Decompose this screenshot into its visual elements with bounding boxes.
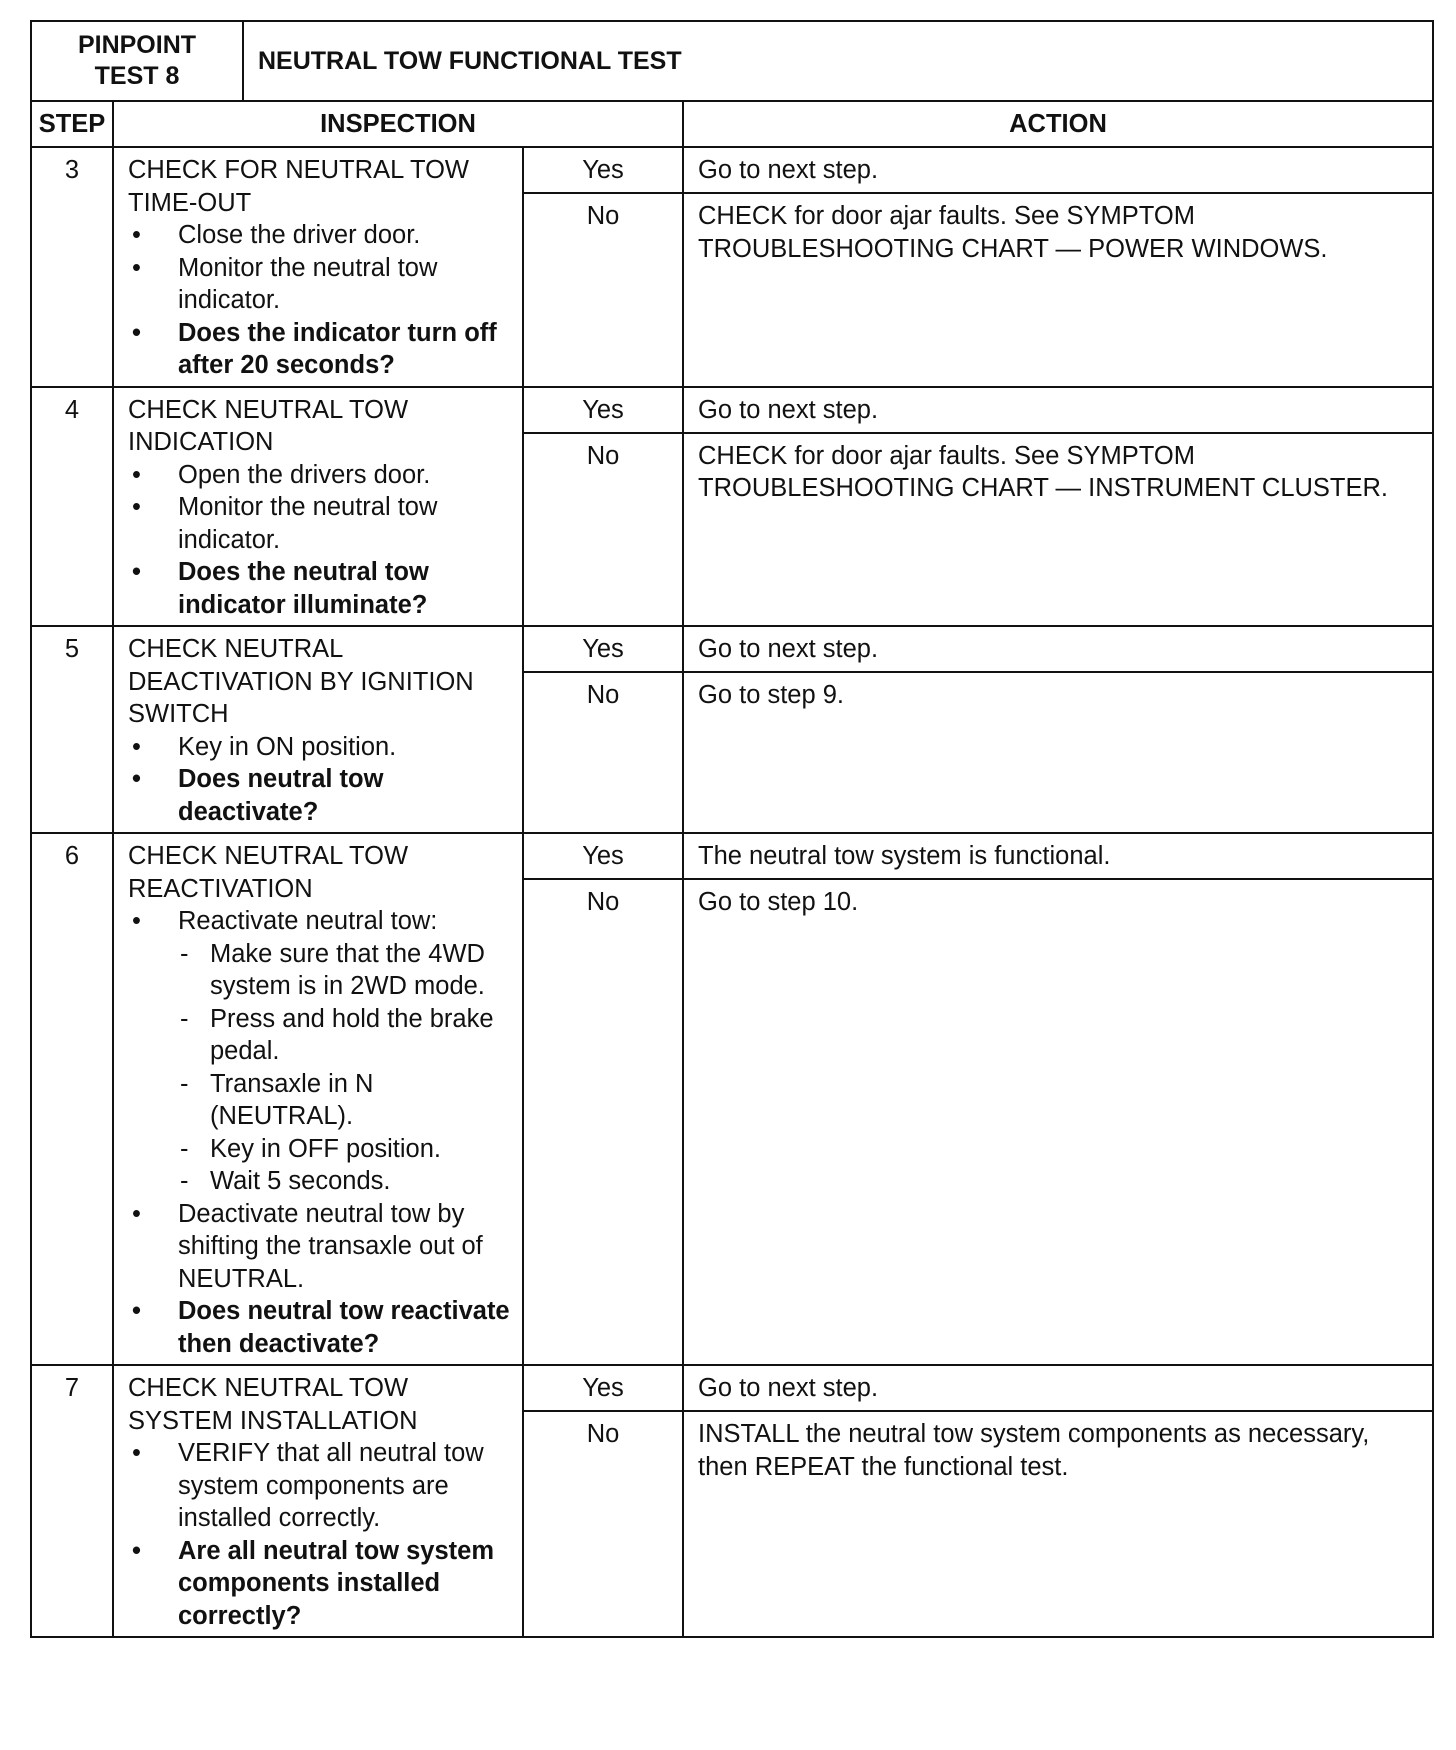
yes-action: Go to next step. (683, 1365, 1433, 1411)
sub-step: - Press and hold the brake pedal. (178, 1003, 512, 1068)
test-number: TEST 8 (94, 62, 180, 90)
yes-label: Yes (523, 1365, 683, 1411)
pinpoint-label: PINPOINT (77, 31, 197, 59)
pinpoint-test-document (30, 20, 1434, 1638)
no-action: Go to step 10. (683, 879, 1433, 1365)
inspection-cell (113, 147, 523, 387)
yes-action: Go to next step. (683, 626, 1433, 672)
inspection-question: • Are all neutral tow system components installed correctly? (128, 1535, 512, 1633)
inspection-item: • VERIFY that all neutral tow system components are installed correctly. (128, 1437, 512, 1535)
column-header-action: ACTION (683, 101, 1433, 147)
inspection-item: • Open the drivers door. (128, 459, 512, 492)
inspection-list (128, 1437, 512, 1632)
sub-step: - Transaxle in N (NEUTRAL). (178, 1068, 512, 1133)
inspection-item: • Monitor the neutral tow indicator. (128, 491, 512, 556)
step-number: 4 (31, 387, 113, 627)
no-label: No (523, 433, 683, 627)
column-header-step: STEP (31, 101, 113, 147)
no-action: CHECK for door ajar faults. See SYMPTOM TROUBLESHOOTING CHART — INSTRUMENT CLUSTER. (683, 433, 1433, 627)
table-header-row (31, 101, 1433, 147)
no-label: No (523, 672, 683, 833)
inspection-cell (113, 1365, 523, 1637)
no-action: INSTALL the neutral tow system components as necessary, then REPEAT the functional test. (683, 1411, 1433, 1637)
yes-action: Go to next step. (683, 387, 1433, 433)
yes-label: Yes (523, 147, 683, 193)
sub-step: - Make sure that the 4WD system is in 2WD mode. (178, 938, 512, 1003)
inspection-cell (113, 387, 523, 627)
column-header-inspection: INSPECTION (113, 101, 683, 147)
inspection-heading: CHECK NEUTRAL TOW SYSTEM INSTALLATION (128, 1374, 418, 1435)
pinpoint-test-label (32, 22, 244, 100)
inspection-list (128, 905, 512, 1360)
inspection-question: • Does neutral tow reactivate then deactivate? (128, 1295, 512, 1360)
inspection-item: • Key in ON position. (128, 731, 512, 764)
step-number: 5 (31, 626, 113, 833)
yes-action: Go to next step. (683, 147, 1433, 193)
inspection-question: • Does the indicator turn off after 20 seconds? (128, 317, 512, 382)
table-row (31, 833, 1433, 879)
yes-action: The neutral tow system is functional. (683, 833, 1433, 879)
no-action: Go to step 9. (683, 672, 1433, 833)
inspection-heading: CHECK NEUTRAL DEACTIVATION BY IGNITION SWITCH (128, 635, 474, 728)
yes-label: Yes (523, 387, 683, 433)
inspection-heading: CHECK FOR NEUTRAL TOW TIME-OUT (128, 156, 469, 217)
no-label: No (523, 1411, 683, 1637)
sub-step: - Wait 5 seconds. (178, 1165, 512, 1198)
inspection-heading: CHECK NEUTRAL TOW REACTIVATION (128, 842, 409, 903)
inspection-cell (113, 833, 523, 1365)
yes-label: Yes (523, 833, 683, 879)
inspection-cell (113, 626, 523, 833)
test-title-bar (30, 20, 1434, 100)
no-label: No (523, 879, 683, 1365)
inspection-item-text: Reactivate neutral tow: (178, 907, 438, 935)
test-steps-table (30, 100, 1434, 1638)
table-row (31, 626, 1433, 672)
step-number: 7 (31, 1365, 113, 1637)
inspection-heading: CHECK NEUTRAL TOW INDICATION (128, 395, 409, 456)
step-number: 6 (31, 833, 113, 1365)
no-label: No (523, 193, 683, 387)
inspection-item: • Monitor the neutral tow indicator. (128, 252, 512, 317)
no-action: CHECK for door ajar faults. See SYMPTOM TROUBLESHOOTING CHART — POWER WINDOWS. (683, 193, 1433, 387)
inspection-item: • Deactivate neutral tow by shifting the transaxle out of NEUTRAL. (128, 1198, 512, 1296)
inspection-item (128, 905, 512, 1198)
step-number: 3 (31, 147, 113, 387)
inspection-list (128, 219, 512, 382)
inspection-list (128, 731, 512, 829)
table-row (31, 1365, 1433, 1411)
test-title: NEUTRAL TOW FUNCTIONAL TEST (258, 46, 682, 75)
inspection-question: • Does the neutral tow indicator illuminate? (128, 556, 512, 621)
table-row (31, 387, 1433, 433)
table-row (31, 147, 1433, 193)
sub-step: - Key in OFF position. (178, 1133, 512, 1166)
inspection-question: • Does neutral tow deactivate? (128, 763, 512, 828)
inspection-item: • Close the driver door. (128, 219, 512, 252)
inspection-list (128, 459, 512, 622)
yes-label: Yes (523, 626, 683, 672)
sub-step-list (178, 938, 512, 1198)
